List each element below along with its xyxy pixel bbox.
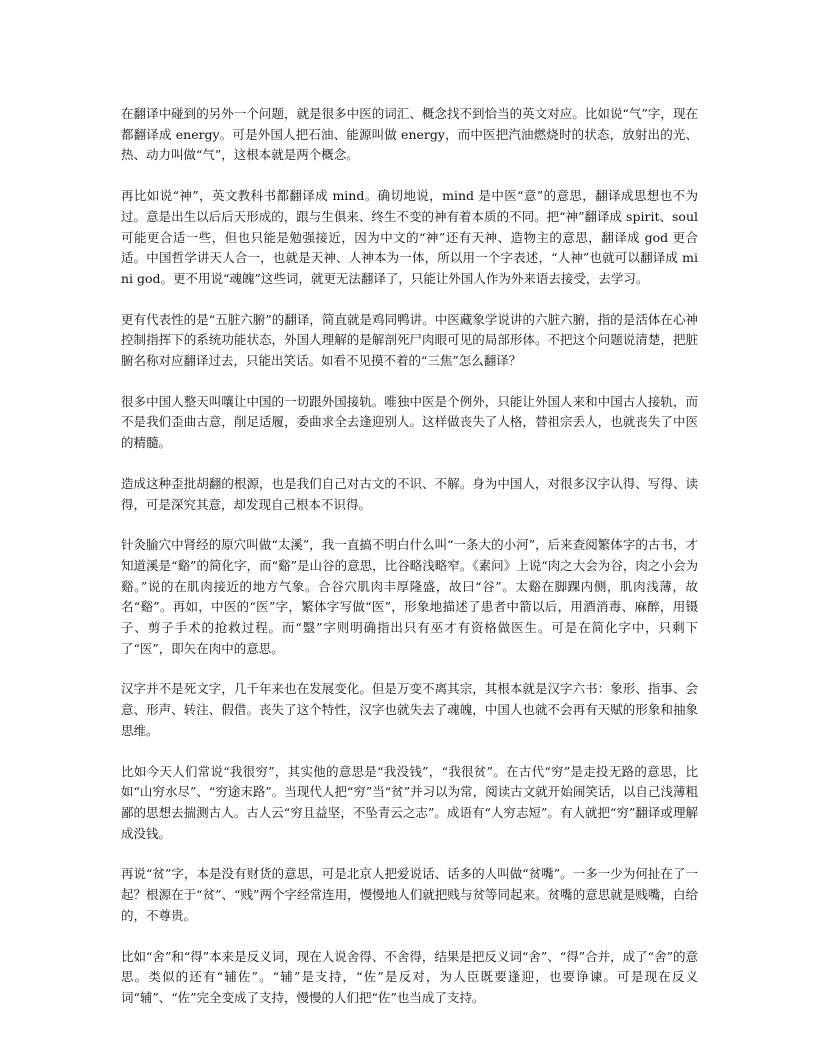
document-body — [121, 104, 698, 1029]
paragraph-7: 汉字并不是死文字，几千年来也在发展变化。但是万变不离其宗，其根本就是汉字六书：象形、指事、会意、形声、转注、假借。丧失了这个特性，汉字也就失去了魂魄，中国人也就不会再有天赋的形象和抽象思维。 — [121, 681, 698, 738]
paragraph-9: 再说“贫”字，本是没有财货的意思，可是北京人把爱说话、话多的人叫做“贫嘴”。一多一少为何扯在了一起？根源在于“贫”、“贱”两个字经常连用，慢慢地人们就把贱与贫等同起来。贫嘴的意思就是贱嘴，白给的，不尊贵。 — [121, 866, 698, 923]
paragraph-3: 更有代表性的是“五脏六腑”的翻译，简直就是鸡同鸭讲。中医藏象学说讲的六脏六腑，指的是活体在心神控制指挥下的系统功能状态，外国人理解的是解剖死尸肉眼可见的局部形体。不把这个问题说清楚，把脏腑名称对应翻译过去，只能出笑话。如看不见摸不着的“三焦”怎么翻译？ — [121, 311, 698, 369]
paragraph-8: 比如今天人们常说“我很穷”，其实他的意思是“我没钱”，“我很贫”。在古代“穷”是走投无路的意思，比如“山穷水尽”、“穷途末路”。当现代人把“穷”当“贫”并习以为常，阅读古文就开始闹笑话，以自己浅薄粗鄙的思想去揣测古人。古人云“穷且益坚，不坠青云之志”。成语有“人穷志短”。有人就把“穷”翻译或理解成没钱。 — [121, 763, 698, 841]
paragraph-10: 比如“舍”和“得”本来是反义词，现在人说舍得、不舍得，结果是把反义词“舍”、“得”合并，成了“舍”的意思。类似的还有“辅佐”。“辅”是支持，“佐”是反对，为人臣既要逢迎，也要诤谏。可是现在反义词“辅”、“佐”完全变成了支持，慢慢的人们把“佐”也当成了支持。 — [121, 948, 698, 1005]
paragraph-4: 很多中国人整天叫嚷让中国的一切跟外国接轨。唯独中医是个例外，只能让外国人来和中国古人接轨，而不是我们歪曲古意，削足适履，委曲求全去逢迎别人。这样做丧失了人格，替祖宗丢人，也就丧失了中医的精髓。 — [121, 393, 698, 451]
paragraph-5: 造成这种歪批胡翻的根源，也是我们自己对古文的不识、不解。身为中国人，对很多汉字认得、写得、读得，可是深究其意，却发现自己根本不识得。 — [121, 475, 698, 512]
paragraph-2: 再比如说“神”，英文教科书都翻译成 mind。确切地说，mind 是中医“意”的意思，翻译成思想也不为过。意是出生以后后天形成的，跟与生俱来、终生不变的神有着本质的不同。把“神”翻译成 spirit、soul 可能更合适一些，但也只能是勉强接近，因为中文的“神”还有天神、造物主的意思，翻译成 god 更合适。中国哲学讲天人合一，也就是天神、人神本为一体，所以用一个字表述，“人神”也就可以翻译成 mini god。更不用说“魂魄”这些词，就更无法翻译了，只能让外国人作为外来语去接受，去学习。 — [121, 188, 698, 286]
paragraph-1: 在翻译中碰到的另外一个问题，就是很多中医的词汇、概念找不到恰当的英文对应。比如说“气”字，现在都翻译成 energy。可是外国人把石油、能源叫做 energy，而中医把汽油燃烧时的状态，放射出的光、热、动力叫做“气”，这根本就是两个概念。 — [121, 106, 698, 163]
paragraph-6: 针灸腧穴中肾经的原穴叫做“太溪”，我一直搞不明白什么叫“一条大的小河”，后来查阅繁体字的古书，才知道溪是“谿”的简化字，而“谿”是山谷的意思，比谷略浅略窄。《素问》上说“肉之大会为谷，肉之小会为谿。”说的在肌肉接近的地方气象。合谷穴肌肉丰厚隆盛，故曰“谷”。太谿在脚踝内侧，肌肉浅薄，故名“谿”。再如，中医的“医”字，繁体字写做“医”，形象地描述了患者中箭以后，用酒消毒、麻醉，用镊子、剪子手术的抢救过程。而“毉”字则明确指出只有巫才有资格做医生。可是在简化字中，只剩下了“医”，即矢在肉中的意思。 — [121, 537, 698, 656]
